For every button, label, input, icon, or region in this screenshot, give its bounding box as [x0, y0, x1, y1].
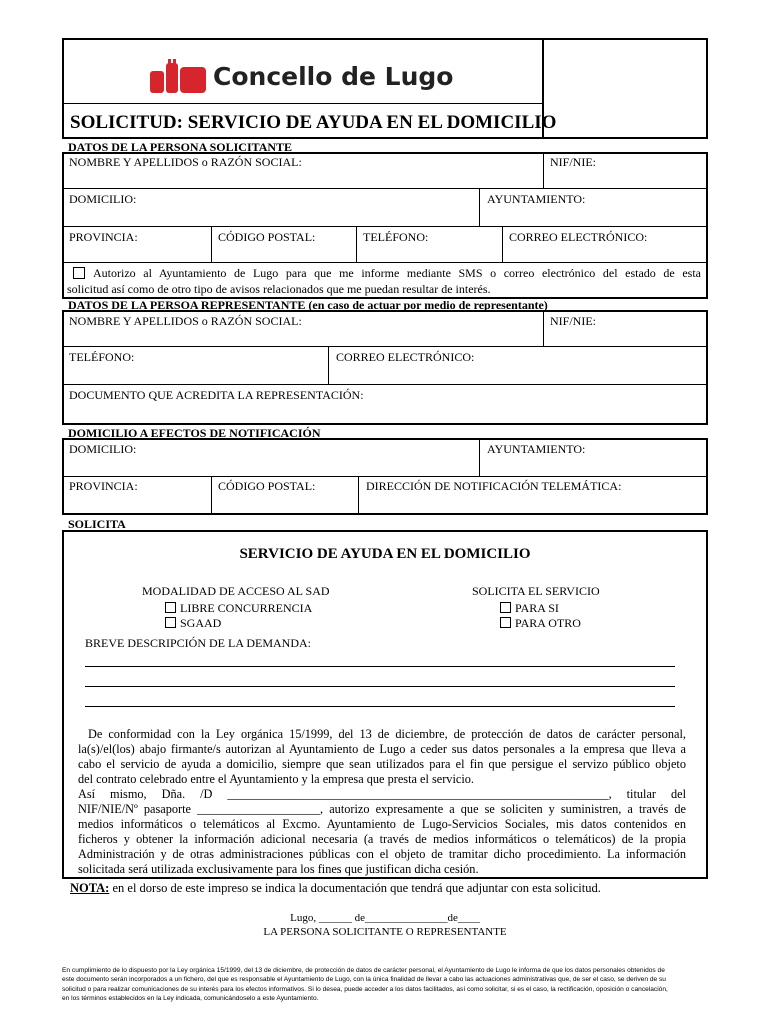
section-solicitante: DATOS DE LA PERSONA SOLICITANTE — [68, 140, 293, 154]
servicio-option-parasi[interactable] — [500, 601, 559, 616]
col-rule — [211, 226, 212, 262]
notificacion-provincia-field[interactable]: PROVINCIA: — [69, 479, 138, 493]
footer-line: en los términos establecidos en la Ley indicada, comunicándoselo a este Ayuntamiento. — [62, 995, 319, 1003]
parasi-label: PARA SI — [515, 601, 559, 615]
representante-nif-field[interactable]: NIF/NIE: — [550, 314, 596, 328]
libre-checkbox[interactable] — [165, 602, 176, 613]
col-rule — [328, 346, 329, 384]
notificacion-domicilio-field[interactable]: DOMICILIO: — [69, 442, 137, 456]
solicitante-correo-field[interactable]: CORREO ELECTRÓNICO: — [509, 230, 648, 244]
representante-documento-field[interactable]: DOCUMENTO QUE ACREDITA LA REPRESENTACIÓN: — [69, 388, 364, 402]
libre-label: LIBRE CONCURRENCIA — [180, 601, 313, 615]
footer-legal — [62, 966, 708, 1004]
page-title: SOLICITUD: SERVICIO DE AYUDA EN EL DOMICILIO — [70, 112, 557, 133]
servicio-option-paraotro[interactable] — [500, 616, 581, 631]
col-rule — [543, 152, 544, 188]
row-rule — [62, 262, 708, 263]
logo-icon — [148, 59, 210, 95]
section-representante: DATOS DE LA PERSOA REPRESENTANTE (en caso de actuar por medio de representante) — [68, 298, 548, 312]
legal-line: Administración y de otras administraciones públicas con el objeto de tramitar dicho procedimiento. La información — [78, 847, 686, 861]
legal-line: cabo el servicio de ayuda a domicilio, siempre que sean utilizados para el fin que persigue el servizo público objeto — [78, 757, 686, 771]
legal-line: la(s)/el(los) abajo firmante/s autorizan al Ayuntamiento de Lugo a ceder sus datos personales a la empresa que lleva a — [78, 742, 686, 756]
legal-line: medios informáticos o telemáticos al Excmo. Ayuntamiento de Lugo-Servicios Sociales, mis datos contenidos en — [78, 817, 686, 831]
nota-label: NOTA: — [70, 881, 110, 895]
notificacion-cp-field[interactable]: CÓDIGO POSTAL: — [218, 479, 316, 493]
autorizo-text-1: Autorizo al Ayuntamiento de Lugo para que me informe mediante SMS o correo electrónico del estado de esta — [93, 266, 701, 280]
solicitante-domicilio-field[interactable]: DOMICILIO: — [69, 192, 137, 206]
representante-nombre-field[interactable]: NOMBRE Y APELLIDOS o RAZÓN SOCIAL: — [69, 314, 302, 328]
notificacion-ayuntamiento-field[interactable]: AYUNTAMIENTO: — [487, 442, 586, 456]
col-rule — [502, 226, 503, 262]
row-rule — [62, 188, 708, 189]
servicio-title: SOLICITA EL SERVICIO — [472, 584, 600, 598]
descripcion-label: BREVE DESCRIPCIÓN DE LA DEMANDA: — [85, 636, 312, 650]
header-title-rule — [62, 103, 543, 104]
footer-line: este documento serán incorporados a un fichero, del que es responsable el Ayuntamiento de Lugo, con la única finalidad de llevar a cabo las actuaciones administrativas que, de ser el caso, se deriven de su — [62, 976, 666, 984]
solicitante-provincia-field[interactable]: PROVINCIA: — [69, 230, 138, 244]
footer-line: solicitud o para realizar comunicaciones de su interés para los efectos informativos. Si lo desea, puede acceder a los datos facilitados, así como solicitar, si es el caso, la rectificación, oposición o cancelación, — [62, 985, 668, 993]
solicita-title: SERVICIO DE AYUDA EN EL DOMICILIO — [239, 546, 531, 562]
notificacion-direccion-field[interactable]: DIRECCIÓN DE NOTIFICACIÓN TELEMÁTICA: — [366, 479, 622, 493]
solicitante-ayuntamiento-field[interactable]: AYUNTAMIENTO: — [487, 192, 586, 206]
descripcion-line[interactable] — [85, 686, 675, 687]
modalidad-option-sgaad[interactable] — [165, 616, 221, 631]
row-rule — [62, 384, 708, 385]
footer-line: En cumplimiento de lo dispuesto por la Ley orgánica 15/1999, del 13 de diciembre, de protección de datos de carácter personal, el Ayuntamiento de Lugo le informa de que los datos personales obtenidos de — [62, 967, 665, 974]
autorizo-text-2: solicitud así como de otro tipo de avisos relacionados que me puedan resultar de interés. — [67, 282, 491, 296]
solicitante-nombre-field[interactable]: NOMBRE Y APELLIDOS o RAZÓN SOCIAL: — [69, 155, 302, 169]
row-rule — [62, 226, 708, 227]
col-rule — [211, 476, 212, 514]
legal-line: De conformidad con la Ley orgánica 15/1999, del 13 de diciembre, de protección de datos de carácter personal, — [88, 727, 686, 741]
solicitante-telefono-field[interactable]: TELÉFONO: — [363, 230, 429, 244]
logo — [148, 59, 454, 97]
legal-line: Así mismo, Dña. /D ______________________________________________________________, titular del — [78, 787, 686, 801]
section-solicita: SOLICITA — [68, 517, 126, 531]
representante-correo-field[interactable]: CORREO ELECTRÓNICO: — [336, 350, 475, 364]
paraotro-label: PARA OTRO — [515, 616, 581, 630]
col-rule — [356, 226, 357, 262]
section-notificacion: DOMICILIO A EFECTOS DE NOTIFICACIÓN — [68, 426, 321, 440]
descripcion-line[interactable] — [85, 666, 675, 667]
legal-line: NIF/NIE/Nº pasaporte ____________________, autorizo expresamente a que se soliciten y suministren, a través de — [78, 802, 686, 816]
firma-fecha[interactable]: Lugo, ______ de_______________de____ — [290, 912, 480, 924]
representante-telefono-field[interactable]: TELÉFONO: — [69, 350, 135, 364]
legal-line: solicitada será utilizada exclusivamente para los fines que justifican dicha cesión. — [78, 862, 479, 876]
modalidad-option-libre[interactable] — [165, 601, 312, 616]
row-rule — [62, 476, 708, 477]
sgaad-checkbox[interactable] — [165, 617, 176, 628]
row-rule — [62, 346, 708, 347]
sgaad-label: SGAAD — [180, 616, 222, 630]
solicitante-nif-field[interactable]: NIF/NIE: — [550, 155, 596, 169]
nota-text: en el dorso de este impreso se indica la documentación que tendrá que adjuntar con esta solicitud. — [109, 881, 601, 895]
col-rule — [479, 438, 480, 476]
modalidad-title: MODALIDAD DE ACCESO AL SAD — [142, 584, 330, 598]
legal-line: ficheros y obtener la información adicional necesaria (a través de medios informáticos o telemáticos) de la propia — [78, 832, 686, 846]
autorizo-checkbox[interactable] — [73, 267, 85, 279]
logo-text: Concello de Lugo — [213, 62, 454, 91]
col-rule — [358, 476, 359, 514]
legal-line: del contrato celebrado entre el Ayuntamiento y la empresa que presta el servicio. — [78, 772, 474, 786]
descripcion-line[interactable] — [85, 706, 675, 707]
parasi-checkbox[interactable] — [500, 602, 511, 613]
paraotro-checkbox[interactable] — [500, 617, 511, 628]
nota — [70, 881, 601, 896]
col-rule — [479, 188, 480, 226]
col-rule — [543, 310, 544, 346]
firma-firmante: LA PERSONA SOLICITANTE O REPRESENTANTE — [263, 926, 507, 938]
solicitante-cp-field[interactable]: CÓDIGO POSTAL: — [218, 230, 316, 244]
